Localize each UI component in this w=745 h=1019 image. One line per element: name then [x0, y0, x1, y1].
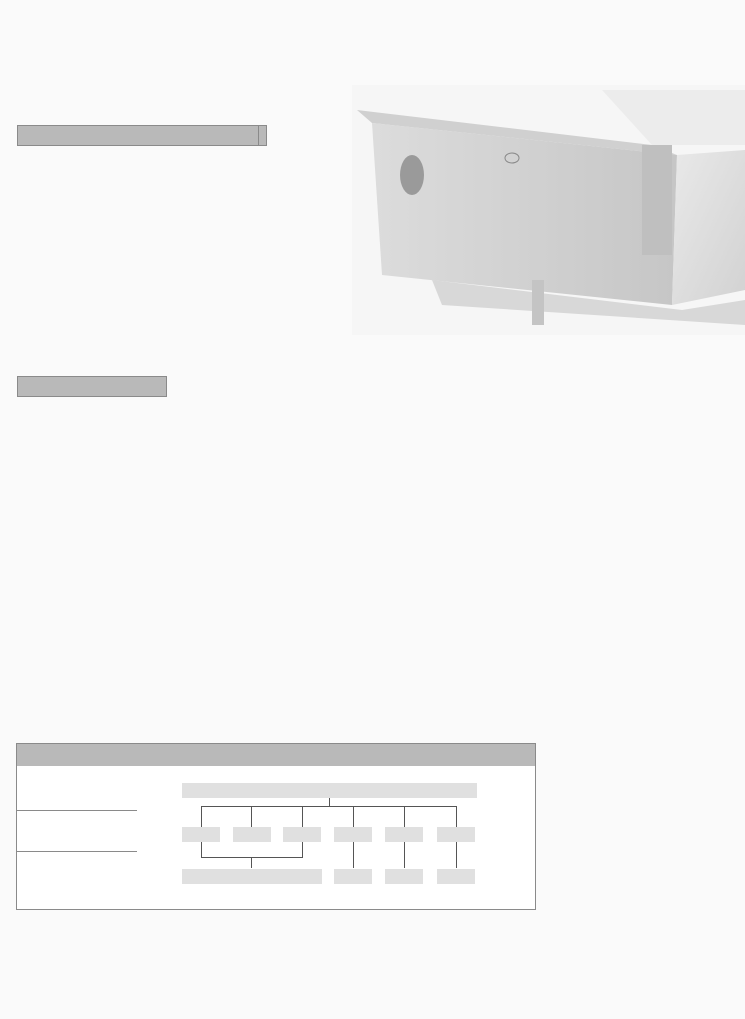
power-67: [334, 869, 372, 884]
clamp-header-label: [18, 126, 259, 146]
unit-2700: [334, 827, 372, 842]
power-85: [437, 869, 475, 884]
selection-title: [17, 744, 535, 766]
connector: [456, 806, 457, 828]
clamp-header-model: [259, 126, 267, 146]
selection-scheme: [16, 743, 536, 910]
connector: [201, 806, 457, 807]
connector: [251, 806, 252, 828]
connector: [329, 798, 330, 806]
divider: [17, 851, 137, 852]
injection-header-label: [18, 377, 167, 397]
connector: [353, 806, 354, 828]
power-55: [182, 869, 322, 884]
connector: [201, 842, 202, 857]
clamp-unit-table: [17, 125, 267, 146]
unit-3400: [385, 827, 423, 842]
divider: [17, 810, 137, 811]
unit-1700: [182, 827, 220, 842]
connector: [404, 842, 405, 868]
connector: [302, 842, 303, 857]
unit-2000: [233, 827, 271, 842]
power-75: [385, 869, 423, 884]
machine-illustration: [352, 85, 745, 335]
unit-4200: [437, 827, 475, 842]
clamp-value-bar: [182, 783, 477, 798]
connector: [404, 806, 405, 828]
connector: [353, 842, 354, 868]
unit-2400: [283, 827, 321, 842]
injection-label-table: [17, 376, 167, 397]
connector: [201, 857, 303, 858]
connector: [302, 806, 303, 828]
connector: [251, 857, 252, 868]
connector: [456, 842, 457, 868]
connector: [201, 806, 202, 828]
